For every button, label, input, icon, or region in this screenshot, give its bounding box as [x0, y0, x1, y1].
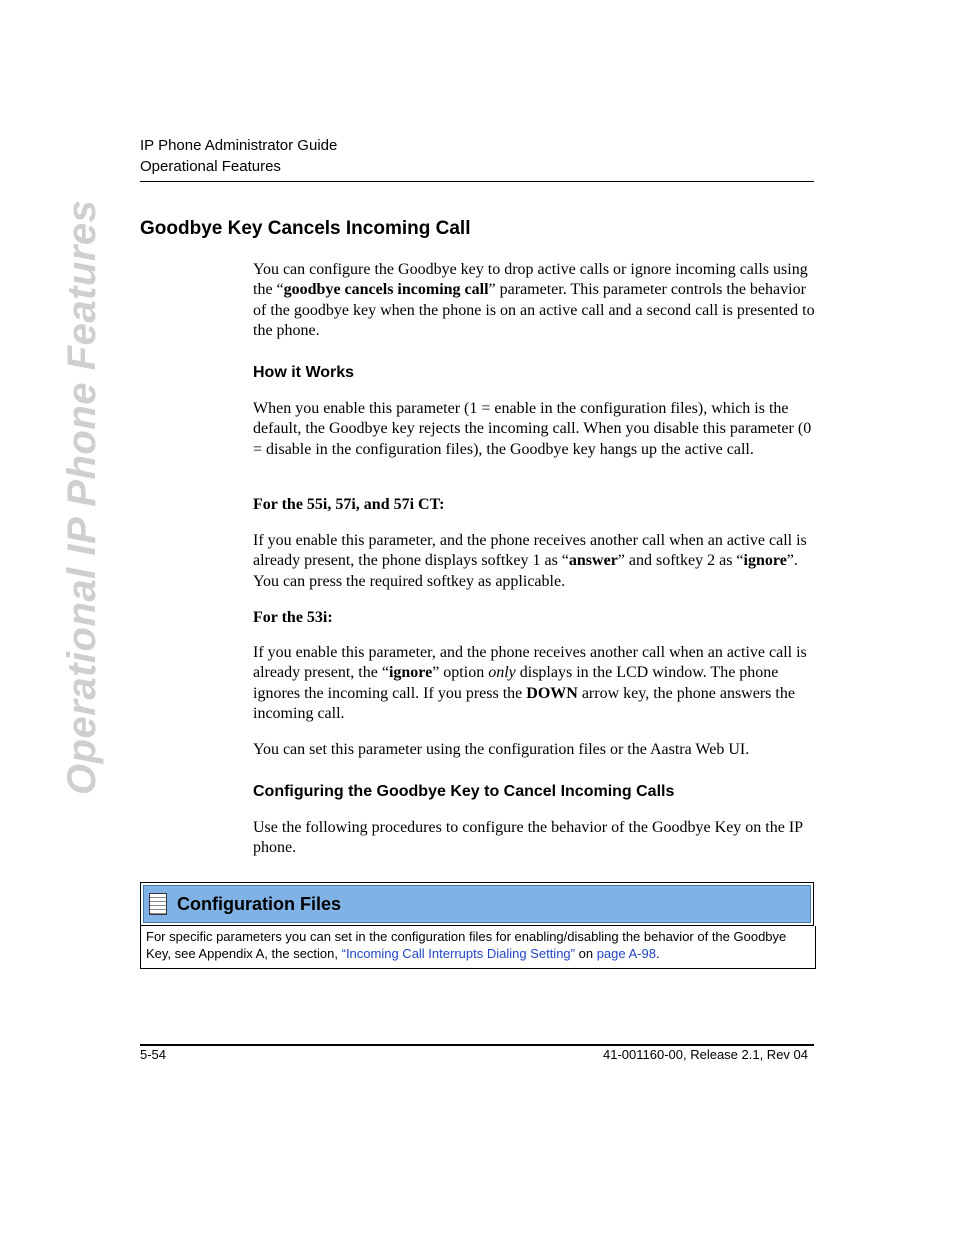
- intro-text-2: ” parameter. This parameter controls the behavior of the goodbye key when the phone is on an active call and a second call is presented to the phone.: [253, 281, 815, 339]
- link-incoming-call-interrupts[interactable]: “Incoming Call Interrupts Dialing Setting”: [341, 946, 575, 961]
- config-text-2: on: [575, 946, 597, 961]
- model-53-text-2: ” option: [432, 664, 489, 682]
- models-55-57-text-3: ”. You can press the required softkey as applicable.: [253, 552, 798, 590]
- link-page-a-98[interactable]: page A-98: [596, 946, 656, 961]
- config-text-3: .: [655, 946, 660, 961]
- model-53-text-3: displays in the LCD window. The phone ignores the incoming call. If you press the: [253, 664, 779, 702]
- models-55-57-paragraph: [253, 531, 818, 592]
- section-title: Goodbye Key Cancels Incoming Call: [140, 218, 471, 239]
- intro-paragraph: [253, 260, 818, 341]
- down-key: DOWN: [526, 684, 578, 702]
- how-it-works-heading: How it Works: [253, 364, 355, 381]
- model-53-text-4: arrow key, the phone answers the incoming call.: [253, 684, 795, 722]
- config-box-body: [140, 926, 816, 969]
- configuration-files-box: [140, 882, 816, 969]
- how-it-works-paragraph: When you enable this parameter (1 = enable in the configuration files), which is the default, the Goodbye key rejects the incoming call. When you disable this parameter (0 = disable in the configuration files), the Goodbye key hangs up the active call.: [253, 400, 812, 458]
- header-rule: [140, 181, 814, 182]
- set-parameter-paragraph: You can set this parameter using the configuration files or the Aastra Web UI.: [253, 741, 750, 758]
- models-55-57-text-2: ” and softkey 2 as “: [617, 552, 744, 570]
- config-box-header: [140, 882, 814, 926]
- model-53-heading: For the 53i:: [253, 609, 333, 626]
- intro-text-1: You can configure the Goodbye key to drop active calls or ignore incoming calls using the “: [253, 261, 808, 299]
- config-box-header-fill: [143, 885, 811, 923]
- document-icon: [149, 893, 167, 915]
- model-53-paragraph: [253, 643, 818, 724]
- ignore-softkey: ignore: [743, 552, 787, 570]
- footer-rule: [140, 1044, 814, 1046]
- side-chapter-title: Operational IP Phone Features: [60, 199, 104, 795]
- document-number: 41-001160-00, Release 2.1, Rev 04: [602, 1047, 808, 1062]
- config-box-title: Configuration Files: [177, 893, 341, 914]
- header-chapter-title: Operational Features: [140, 158, 281, 175]
- configuring-paragraph: Use the following procedures to configure the behavior of the Goodbye Key on the IP phone.: [253, 819, 803, 857]
- header-guide-title: IP Phone Administrator Guide: [140, 137, 338, 154]
- answer-softkey: answer: [568, 552, 618, 570]
- configuring-heading: Configuring the Goodbye Key to Cancel Incoming Calls: [253, 783, 675, 800]
- only-emphasis: only: [488, 664, 516, 682]
- running-header: [140, 135, 337, 177]
- config-text-1: For specific parameters you can set in the configuration files for enabling/disabling the behavior of the Goodbye Key, see Appendix A, the section,: [146, 929, 787, 961]
- models-55-57-text-1: If you enable this parameter, and the phone receives another call when an active call is already present, the phone displays softkey 1 as “: [253, 532, 807, 570]
- model-53-text-1: If you enable this parameter, and the phone receives another call when an active call is already present, the “: [253, 644, 807, 682]
- page-number: 5-54: [140, 1047, 167, 1062]
- ignore-option: ignore: [388, 664, 433, 682]
- models-55-57-heading: For the 55i, 57i, and 57i CT:: [253, 496, 445, 513]
- intro-param-name: goodbye cancels incoming call: [283, 281, 489, 299]
